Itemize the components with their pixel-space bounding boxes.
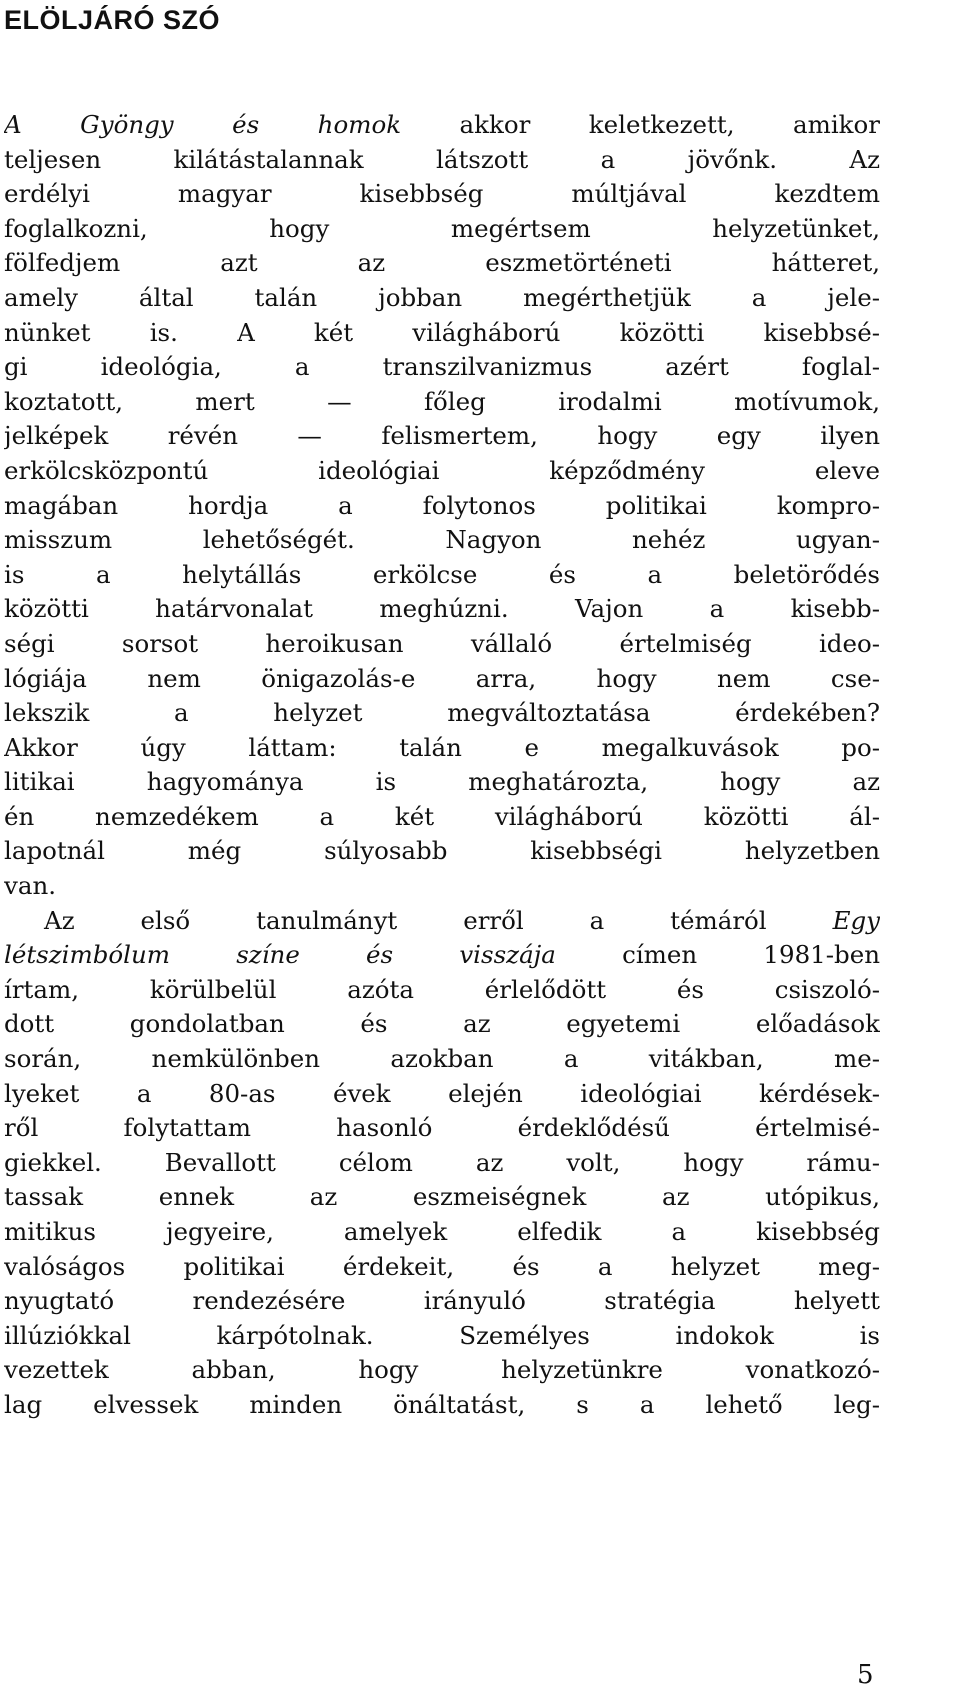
text-line: foglalkozni, hogy megértsem helyzetünket, bbox=[4, 213, 880, 243]
text-line: létszimbólum színe és visszája címen 1981-ben bbox=[4, 940, 880, 970]
text-line: ről folytattam hasonló érdeklődésű értelmisé- bbox=[4, 1113, 880, 1143]
text-line: Az első tanulmányt erről a témáról Egy bbox=[44, 905, 880, 935]
text-line: erkölcsközpontú ideológiai képződmény eleve bbox=[4, 455, 880, 485]
text-line: gi ideológia, a transzilvanizmus azért foglal- bbox=[4, 352, 880, 382]
text-line: is a helytállás erkölcse és a beletörődés bbox=[4, 559, 880, 589]
text-line: tassak ennek az eszmeiségnek az utópikus, bbox=[4, 1182, 880, 1212]
text-line: nyugtató rendezésére irányuló stratégia helyett bbox=[4, 1286, 880, 1316]
text-line: mitikus jegyeire, amelyek elfedik a kisebbség bbox=[4, 1217, 880, 1246]
text-line: amely által talán jobban megérthetjük a jele- bbox=[4, 282, 880, 312]
text-line: A Gyöngy és homok akkor keletkezett, amikor bbox=[4, 110, 880, 139]
text-line: litikai hagyománya is meghatározta, hogy az bbox=[4, 767, 880, 797]
text-line: erdélyi magyar kisebbség múltjával kezdtem bbox=[4, 179, 880, 209]
text-line: lapotnál még súlyosabb kisebbségi helyzetben bbox=[4, 836, 880, 866]
text-line: giekkel. Bevallott célom az volt, hogy rámu- bbox=[4, 1147, 880, 1177]
text-line: fölfedjem azt az eszmetörténeti hátteret, bbox=[4, 248, 880, 278]
text-line: van. bbox=[4, 871, 57, 901]
text-line: vezettek abban, hogy helyzetünkre vonatkozó- bbox=[4, 1355, 880, 1385]
text-line: jelképek révén — felismertem, hogy egy ilyen bbox=[4, 421, 880, 451]
text-line: illúziókkal kárpótolnak. Személyes indokok is bbox=[4, 1320, 880, 1350]
text-line: közötti határvonalat meghúzni. Vajon a kisebb- bbox=[4, 594, 880, 624]
text-line: lyeket a 80-as évek elején ideológiai kérdések- bbox=[4, 1078, 880, 1108]
text-line: írtam, körülbelül azóta érlelődött és csiszoló- bbox=[4, 974, 880, 1004]
text-line: ségi sorsot heroikusan vállaló értelmiség ideo- bbox=[4, 628, 880, 658]
page-number: 5 bbox=[857, 1660, 874, 1690]
body-text bbox=[4, 108, 880, 1423]
text-line: nünket is. A két világháború közötti kisebbsé- bbox=[4, 317, 880, 347]
text-line: során, nemkülönben azokban a vitákban, me- bbox=[4, 1044, 880, 1074]
text-line: lag elvessek minden önáltatást, s a lehető leg- bbox=[4, 1389, 880, 1419]
page-title: ELÖLJÁRÓ SZÓ bbox=[4, 5, 221, 35]
text-line: lekszik a helyzet megváltoztatása érdekében? bbox=[4, 698, 880, 728]
text-line: koztatott, mert — főleg irodalmi motívumok, bbox=[4, 386, 880, 416]
text-line: valóságos politikai érdekeit, és a helyzet meg- bbox=[4, 1251, 880, 1281]
text-line: misszum lehetőségét. Nagyon nehéz ugyan- bbox=[4, 525, 880, 555]
text-line: lógiája nem önigazolás-e arra, hogy nem cse- bbox=[4, 663, 880, 693]
text-line: magában hordja a folytonos politikai kompro- bbox=[4, 490, 880, 520]
text-line: teljesen kilátástalannak látszott a jövőnk. Az bbox=[4, 144, 880, 174]
text-line: én nemzedékem a két világháború közötti ál- bbox=[4, 801, 880, 831]
text-line: Akkor úgy láttam: talán e megalkuvások po- bbox=[4, 732, 880, 762]
text-line: dott gondolatban és az egyetemi előadások bbox=[4, 1009, 880, 1039]
